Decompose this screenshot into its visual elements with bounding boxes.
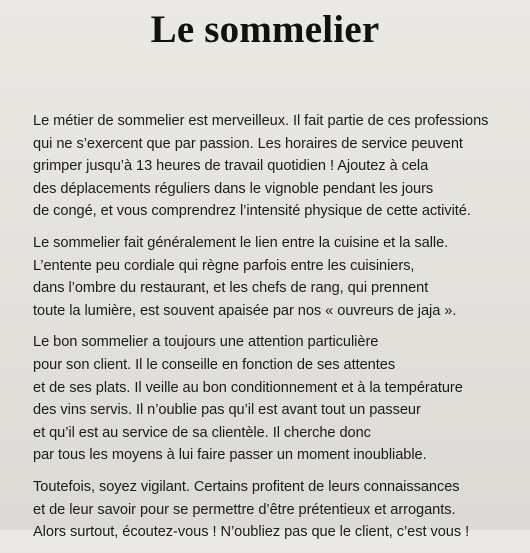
text-line: L’entente peu cordiale qui règne parfois entre les cuisiniers, xyxy=(33,257,415,274)
text-line: qui ne s’exercent que par passion. Les horaires de service peuvent xyxy=(33,135,463,152)
paragraph-2 xyxy=(33,232,521,322)
text-line: pour son client. Il le conseille en fonction de ses attentes xyxy=(33,356,396,373)
page-title: Le sommelier xyxy=(150,8,380,51)
paragraph-4 xyxy=(33,476,521,544)
text-line: et qu’il est au service de sa clientèle. Il cherche donc xyxy=(33,424,371,441)
paragraph-3 xyxy=(33,331,521,467)
text-line: dans l’ombre du restaurant, et les chefs de rang, qui prennent xyxy=(33,280,429,297)
text-line: et de ses plats. Il veille au bon conditionnement et à la température xyxy=(33,379,463,396)
text-line: Toutefois, soyez vigilant. Certains profitent de leurs connaissances xyxy=(33,478,460,495)
text-line: de congé, et vous comprendrez l’intensité physique de cette activité. xyxy=(33,203,471,220)
text-line: grimper jusqu’à 13 heures de travail quotidien ! Ajoutez à cela xyxy=(33,158,429,175)
text-line: des déplacements réguliers dans le vignoble pendant les jours xyxy=(33,180,434,197)
text-line: Le bon sommelier a toujours une attention particulière xyxy=(33,334,379,351)
paragraph-1 xyxy=(33,110,521,223)
text-line: Alors surtout, écoutez-vous ! N’oubliez pas que le client, c’est vous ! xyxy=(33,524,470,541)
text-line: Le sommelier fait généralement le lien entre la cuisine et la salle. xyxy=(33,234,449,251)
body-text xyxy=(33,110,521,553)
text-line: Le métier de sommelier est merveilleux. Il fait partie de ces professions xyxy=(33,113,489,129)
text-line: par tous les moyens à lui faire passer un moment inoubliable. xyxy=(33,447,427,464)
text-line: toute la lumière, est souvent apaisée par nos « ouvreurs de jaja ». xyxy=(33,302,457,319)
text-line: et de leur savoir pour se permettre d’être prétentieux et arrogants. xyxy=(33,501,456,518)
text-line: des vins servis. Il n’oublie pas qu’il est avant tout un passeur xyxy=(33,402,421,419)
